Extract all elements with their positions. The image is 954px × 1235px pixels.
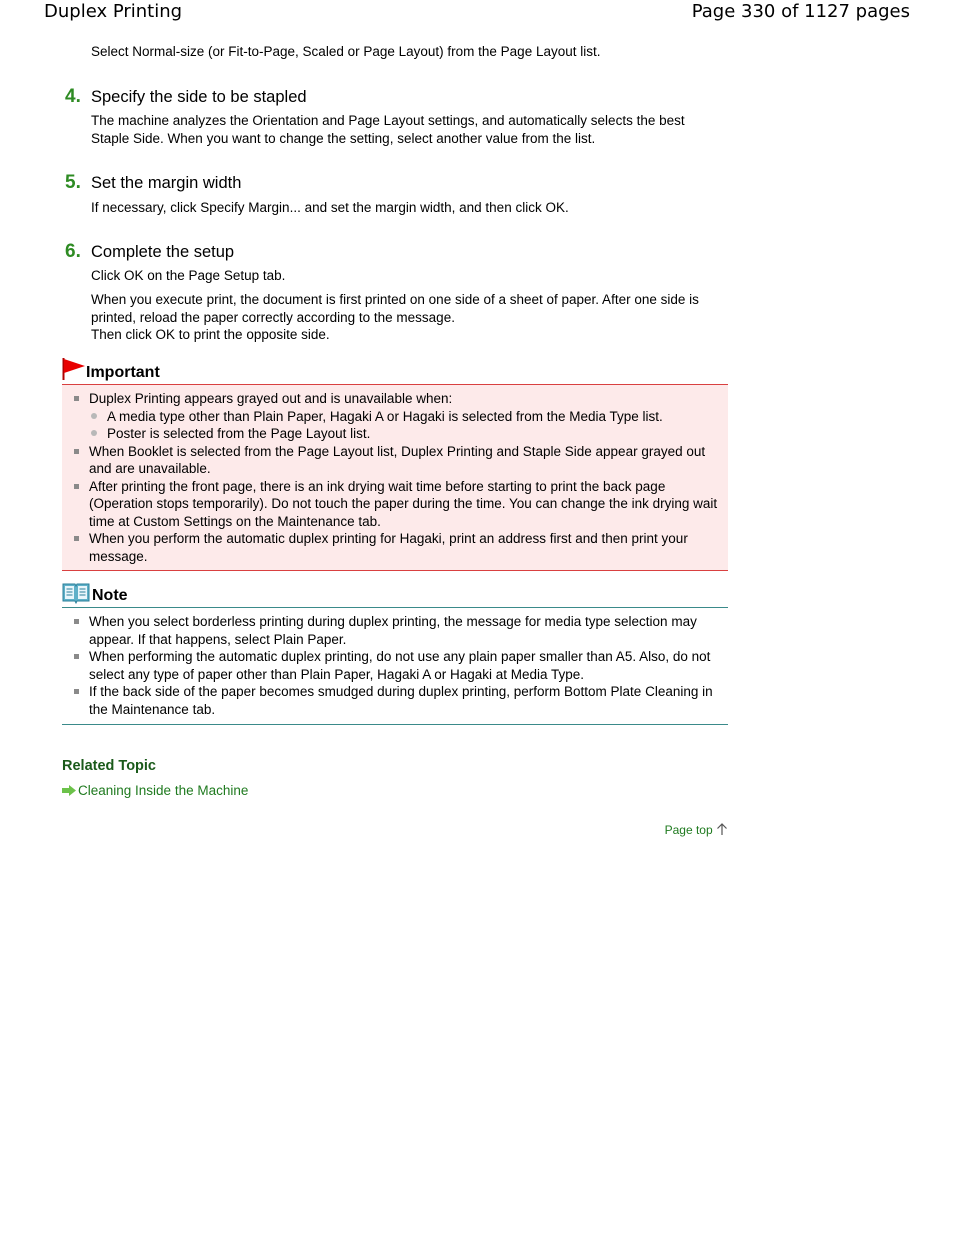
related-topic-link-text: Cleaning Inside the Machine xyxy=(78,783,249,798)
page-header xyxy=(0,0,954,26)
list-item: Poster is selected from the Page Layout list. xyxy=(89,425,720,443)
list-item: A media type other than Plain Paper, Hagaki A or Hagaki is selected from the Media Type list. xyxy=(89,408,720,426)
step-body: Then click OK to print the opposite side. xyxy=(91,327,330,342)
step-title: Set the margin width xyxy=(91,174,242,192)
dot-bullet-icon xyxy=(91,430,97,436)
open-book-icon xyxy=(62,582,90,609)
step-4 xyxy=(62,86,728,156)
step-number: 4. xyxy=(65,86,81,107)
square-bullet-icon xyxy=(74,449,79,454)
red-flag-icon xyxy=(62,358,86,385)
step-6 xyxy=(62,241,728,351)
list-item: When you perform the automatic duplex printing for Hagaki, print an address first and then print your message. xyxy=(74,530,720,565)
note-callout xyxy=(62,581,728,725)
step-body: Click OK on the Page Setup tab. xyxy=(91,268,286,283)
page-counter: Page 330 of 1127 pages xyxy=(691,1,910,22)
green-arrow-icon xyxy=(62,784,76,799)
important-heading xyxy=(62,358,728,384)
step-title: Specify the side to be stapled xyxy=(91,88,307,106)
step-body: When you execute print, the document is first printed on one side of a sheet of paper. After one side is printed, reload the paper correctly according to the message. xyxy=(91,292,699,325)
intro-text: Select Normal-size (or Fit-to-Page, Scaled or Page Layout) from the Page Layout list. xyxy=(91,44,601,59)
important-box xyxy=(62,384,728,571)
list-item: If the back side of the paper becomes smudged during duplex printing, perform Bottom Plate Cleaning in the Maintenance tab. xyxy=(74,683,720,718)
square-bullet-icon xyxy=(74,396,79,401)
list-item: When Booklet is selected from the Page Layout list, Duplex Printing and Staple Side appear grayed out and are unavailable. xyxy=(74,443,720,478)
important-callout xyxy=(62,358,728,571)
note-heading xyxy=(62,581,728,607)
square-bullet-icon xyxy=(74,536,79,541)
square-bullet-icon xyxy=(74,654,79,659)
page-top-text: Page top xyxy=(664,823,713,837)
step-body: The machine analyzes the Orientation and Page Layout settings, and automatically selects the best Staple Side. When you want to change the setting, select another value from the list. xyxy=(91,113,685,146)
note-label: Note xyxy=(92,587,128,604)
step-number: 5. xyxy=(65,172,81,193)
dot-bullet-icon xyxy=(91,413,97,419)
step-body: If necessary, click Specify Margin... and set the margin width, and then click OK. xyxy=(91,200,569,215)
page-top-link[interactable] xyxy=(665,823,728,838)
step-5 xyxy=(62,172,728,222)
list-item: After printing the front page, there is an ink drying wait time before starting to print the back page (Operation stops temporarily). Do not touch the paper during the time. You can change the ink drying wait time at Custom Settings on the Maintenance tab. xyxy=(74,478,720,531)
list-item: When you select borderless printing during duplex printing, the message for media type selection may appear. If that happens, select Plain Paper. xyxy=(74,613,720,648)
document-title: Duplex Printing xyxy=(44,1,183,22)
related-topic-link[interactable] xyxy=(62,783,248,799)
note-box xyxy=(62,607,728,725)
square-bullet-icon xyxy=(74,484,79,489)
square-bullet-icon xyxy=(74,619,79,624)
list-item: Duplex Printing appears grayed out and is unavailable when: A media type other than Plain Paper, Hagaki A or Hagaki is selected from the Media Type list. Poster is selected from the Page Layout list. xyxy=(74,390,720,443)
step-title: Complete the setup xyxy=(91,243,235,261)
list-item: When performing the automatic duplex printing, do not use any plain paper smaller than A5. Also, do not select any type of paper other than Plain Paper, Hagaki A or Hagaki at Media Type. xyxy=(74,648,720,683)
square-bullet-icon xyxy=(74,689,79,694)
related-topic-heading: Related Topic xyxy=(62,758,156,774)
step-number: 6. xyxy=(65,241,81,262)
up-arrow-icon xyxy=(716,823,728,838)
important-label: Important xyxy=(86,364,160,381)
